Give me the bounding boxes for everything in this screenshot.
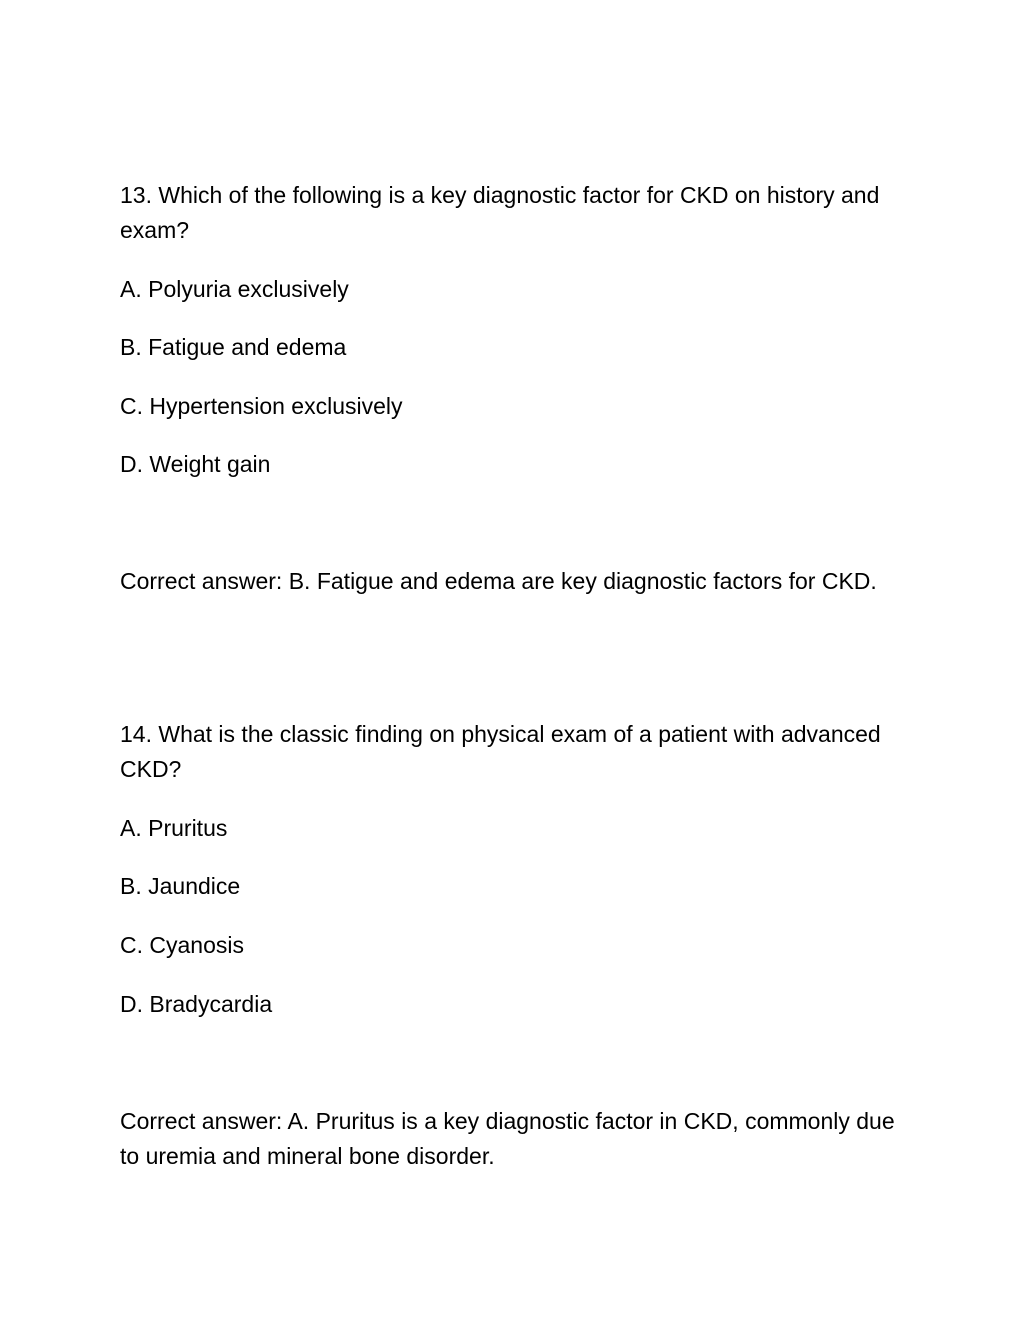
option-c: C. Hypertension exclusively (120, 393, 403, 419)
option-d: D. Weight gain (120, 451, 271, 477)
option-b: B. Fatigue and edema (120, 334, 347, 360)
question-text: 13. Which of the following is a key diagnostic factor for CKD on history and exam? (120, 182, 880, 243)
option-b: B. Jaundice (120, 873, 241, 899)
question-text: 14. What is the classic finding on physical exam of a patient with advanced CKD? (120, 721, 881, 782)
option-a: A. Polyuria exclusively (120, 276, 349, 302)
correct-answer: Correct answer: B. Fatigue and edema are key diagnostic factors for CKD. (120, 568, 877, 594)
option-d: D. Bradycardia (120, 991, 273, 1017)
correct-answer: Correct answer: A. Pruritus is a key diagnostic factor in CKD, commonly due to uremia and mineral bone disorder. (120, 1108, 895, 1169)
option-c: C. Cyanosis (120, 932, 244, 958)
option-a: A. Pruritus (120, 815, 228, 841)
